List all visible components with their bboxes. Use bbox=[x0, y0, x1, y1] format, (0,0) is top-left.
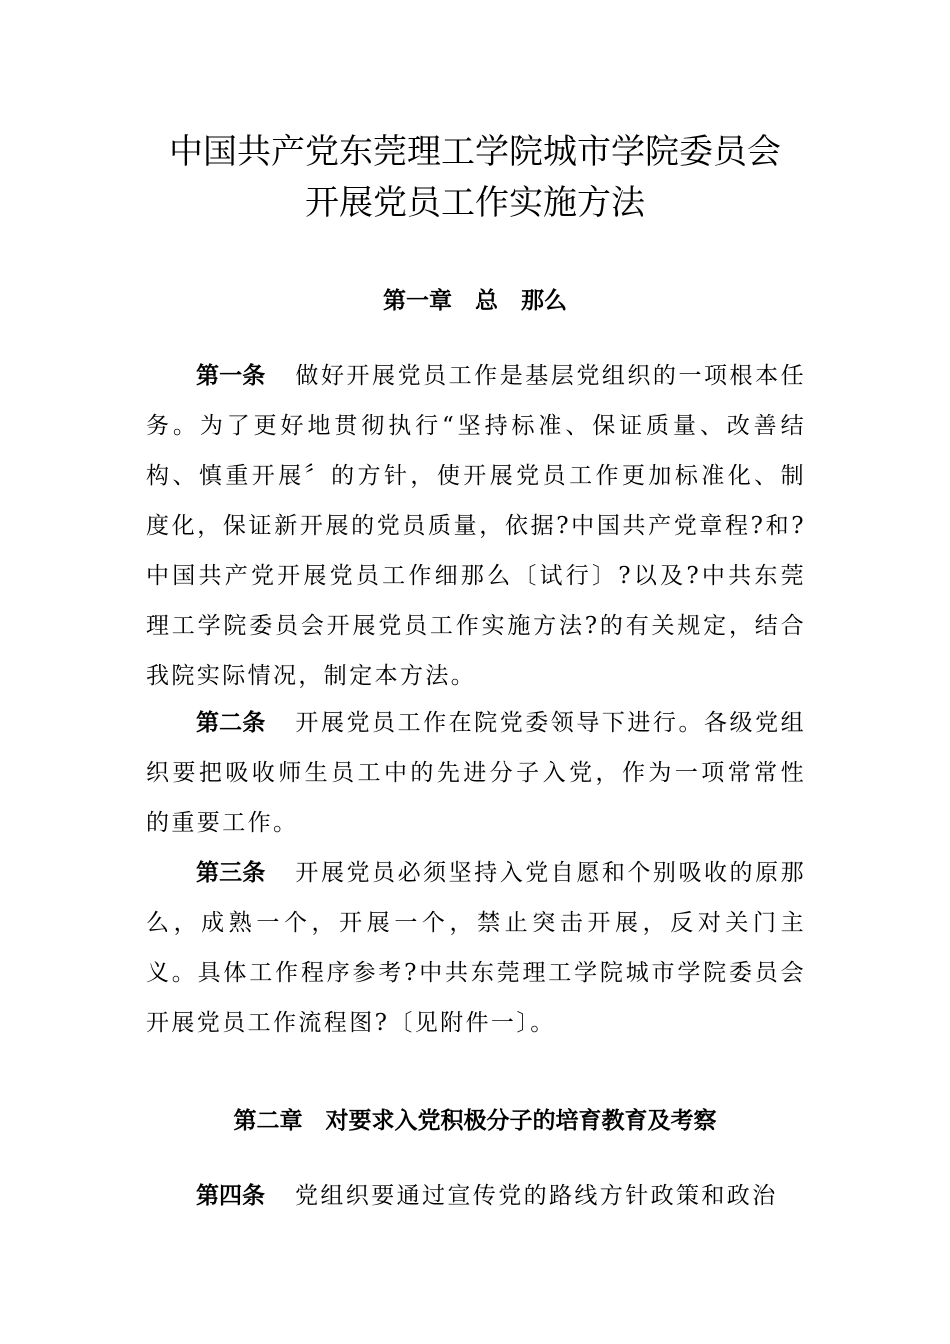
article-1 bbox=[146, 351, 806, 701]
article-4 bbox=[146, 1171, 806, 1221]
article-2-label: 第二条 bbox=[196, 710, 266, 736]
chapter-1-heading: 第一章 总 那么 bbox=[383, 288, 567, 314]
article-3-label: 第三条 bbox=[196, 860, 266, 886]
article-3 bbox=[146, 848, 806, 1048]
article-4-label: 第四条 bbox=[196, 1183, 265, 1209]
article-2-text: 开展党员工作在院党委领导下进行。各级党组织要把吸收师生员工中的先进分子入党，作为一项常常性的重要工作。 bbox=[146, 710, 807, 836]
article-1-label: 第一条 bbox=[196, 363, 266, 389]
article-2 bbox=[146, 698, 806, 848]
document-title-line-2: 开展党员工作实施方法 bbox=[305, 183, 645, 223]
document-title-line-1: 中国共产党东莞理工学院城市学院委员会 bbox=[169, 132, 781, 172]
chapter-2-heading: 第二章 对要求入党积极分子的培育教育及考察 bbox=[233, 1108, 717, 1134]
article-3-text: 开展党员必须坚持入党自愿和个别吸收的原那么，成熟一个，开展一个，禁止突击开展，反对关门主义。具体工作程序参考?中共东莞理工学院城市学院委员会开展党员工作流程图?〔见附件一〕。 bbox=[146, 860, 807, 1036]
article-1-text: 做好开展党员工作是基层党组织的一项根本任务。为了更好地贯彻执行“坚持标准、保证质量、改善结构、慎重开展〞的方针，使开展党员工作更加标准化、制度化，保证新开展的党员质量，依据?中国共产党章程?和?中国共产党开展党员工作细那么〔试行〕?以及?中共东莞理工学院委员会开展党员工作实施方法?的有关规定，结合我院实际情况，制定本方法。 bbox=[146, 363, 807, 689]
article-4-text: 党组织要通过宣传党的路线方针政策和政治 bbox=[295, 1183, 778, 1209]
